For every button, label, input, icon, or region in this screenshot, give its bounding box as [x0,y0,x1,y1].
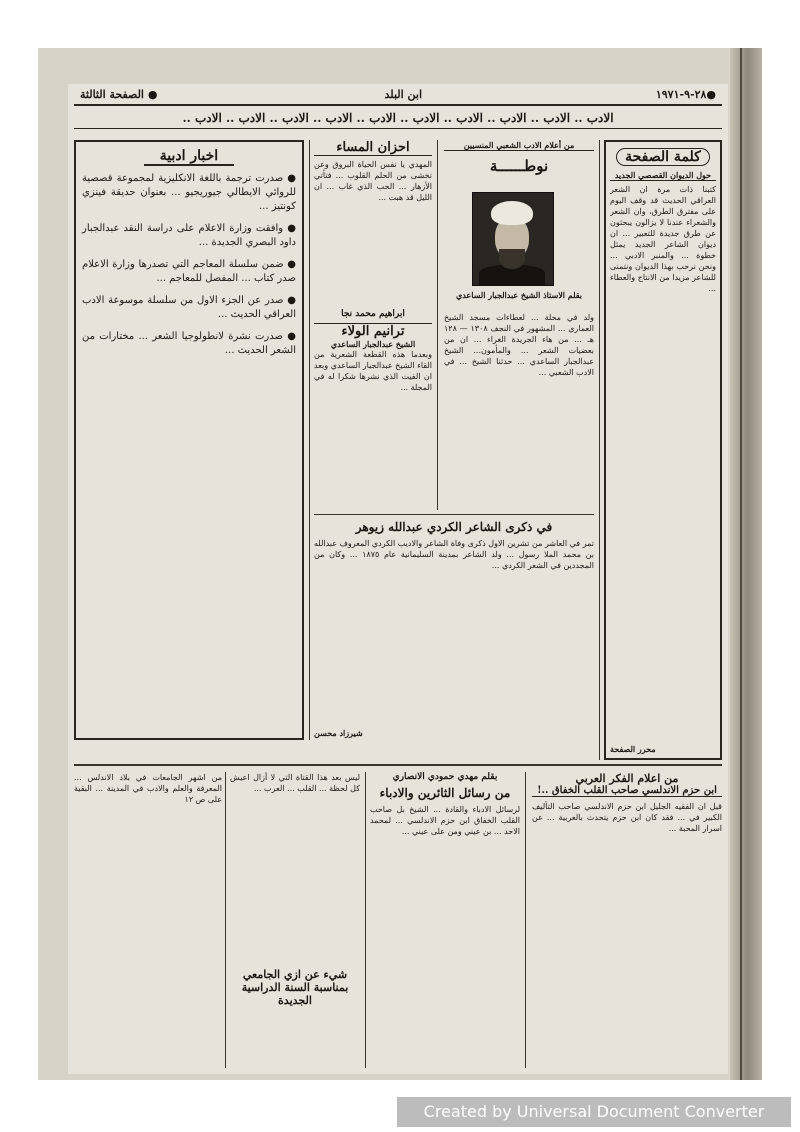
editorial-title: كلمة الصفحة [616,148,710,166]
converter-watermark: Created by Universal Document Converter [397,1097,791,1127]
poems-column [314,140,432,510]
kurdish-poet-signature: شيرزاد محسن [314,728,363,738]
letters-body: لرسائل الادباء والقادة ... الشيخ بل صاحب القلب الخفاق ابن حزم الاندلسي ... لمحمد الاحد ... بن عيني ومن على عيني ... [370,805,520,836]
poem1-title: احزان المساء [314,140,432,156]
letters-article [370,772,520,1068]
letters-title: من رسائل الثائرين والادباء [379,786,511,800]
kurdish-poet-title: في ذكرى الشاعر الكردي عبدالله زيوهر [355,520,553,534]
editorial-box [604,140,722,760]
newspaper-page [68,84,728,1074]
editorial-signature: محرر الصفحة [610,744,656,754]
news-item: ● صدر عن الجزء الاول من سلسلة موسوعة الادب العراقي الحديث ... [82,295,296,320]
literary-news-box [74,140,304,740]
literature-banner: الادب .. الادب .. الادب .. الادب .. الادب .. الادب .. الادب .. الادب .. الادب .. الادب .. [74,108,722,129]
page-binding [730,48,762,1080]
ibn-hazm-kicker: من اعلام الفكر العربي [575,772,679,785]
literary-news-title: اخبار ادبية [144,148,234,166]
editorial-body: كتبنا ذات مرة ان الشعر العراقي الحديث قد وقف اليوم على مفترق الطرق، وان الشعر والشعراء عندنا لا يزالون يبحثون عن طرق جديدة للتعبير ... ان ديوان الشاعر الجديد يمثل خطوة ... والمنبر الادبي ... ونحن نرحب بهذا الديوان ونتمنى للشاعر مزيدا من الانتاج والعطاء ... [610,185,716,293]
university-poem-text: ليس بعد هذا القتاة التي لا أزال اعيش كل لحظة ... القلب ... العرب ... [230,773,360,793]
poem1-text: المهدي يا نفس الحياة البروق وعن تخشى من الحلم القلوب ... فتأتي الأزهار ... الحب الذي غاب ... ان الليل قد هبت ... [314,160,432,202]
ibn-hazm-title: ابن حزم الاندلسي صاحب القلب الخفاق ..! [532,785,722,797]
andalus-universities-body: من اشهر الجامعات في بلاد الاندلس ... المعرفة والعلم والادب في المدينة ... البقية على ص ١٢ [74,773,222,804]
andalus-universities-article [74,772,222,1068]
university-poem-title: شيء عن ازي الجامعي بمناسبة السنة الدراسية الجديدة [241,968,349,1007]
header-page-number: ● الصفحة الثالثة [80,88,158,101]
profile-byline: بقلم الاستاذ الشيخ عبدالجبار الساعدي [455,290,583,300]
kurdish-poet-article [314,520,594,752]
page-header [74,86,722,106]
news-item: ● صدرت نشرة لانطولوجيا الشعر ... مختارات من الشعر الحديث ... [82,331,296,356]
scanned-newspaper-page [38,48,762,1080]
portrait-photo [472,192,554,286]
header-date: ●٢٨-٩-١٩٧١ [655,88,716,101]
profile-section-label: من أعلام الادب الشعبي المنسيين [444,140,594,151]
editorial-subtitle: حول الديوان القصصي الجديد [610,170,716,181]
poem1-author: ابراهيم محمد نجا [341,309,405,319]
poem2-title: ترانيم الولاء [314,323,432,339]
news-item: ● ضمن سلسلة المعاجم التي تصدرها وزارة الاعلام صدر كتاب ... المفصل للمعاجم ... [82,259,296,284]
profile-title: نوطــــــة [489,157,549,175]
header-paper-name: ابن البلد [384,88,422,101]
poem2-text: وبعدما هذه القطعة الشعرية من القاء الشيخ عبدالجبار الساعدي وبعد ان الفيت الذي نشرها شكرا له في المجلة ... [314,350,432,392]
poem2-author: الشيخ عبدالجبار الساعدي [330,339,416,349]
university-poem [230,772,360,1068]
kurdish-poet-body: تمر في العاشر من تشرين الاول ذكرى وفاة الشاعر والاديب الكردي المعروف عبدالله بن محمد الملا رسول ... ولد الشاعر بمدينة السليمانية عام ١٨٧٥ ... وكان من المجددين في الشعر الكردي ... [314,539,594,570]
news-item: ● صدرت ترجمة باللغة الانكليزية لمجموعة قصصية للروائي الايطالي جيوريجيو ... بعنوان حديقة فينزي كونتيز ... [82,173,296,212]
ibn-hazm-article [532,772,722,1068]
profile-article [444,140,594,510]
letters-byline: بقلم مهدي حمودي الانصاري [392,772,498,782]
news-item: ● وافقت وزارة الاعلام على دراسة النقد عبدالجبار داود البصري الجديدة ... [82,223,296,248]
ibn-hazm-body: قيل ان الفقيه الجليل ابن حزم الاندلسي صاحب التأليف الكبير في ... فقد كان ابن حزم يتحدث بالعربية ... عن اسرار المحبة ... [532,802,722,833]
profile-body: ولد في محلة ... لعطاءات مسجد الشيخ العماري ... المشهور في النجف ١٣٠٨ — ١٢٨ هـ ... من هاء الجريدة الغراء ... ان من بعضيات الشعر ... والمأمون... الشيخ عبدالجبار الساعدي ... حدثنا الشيخ ... في الادب الشعبي ... [444,313,594,377]
